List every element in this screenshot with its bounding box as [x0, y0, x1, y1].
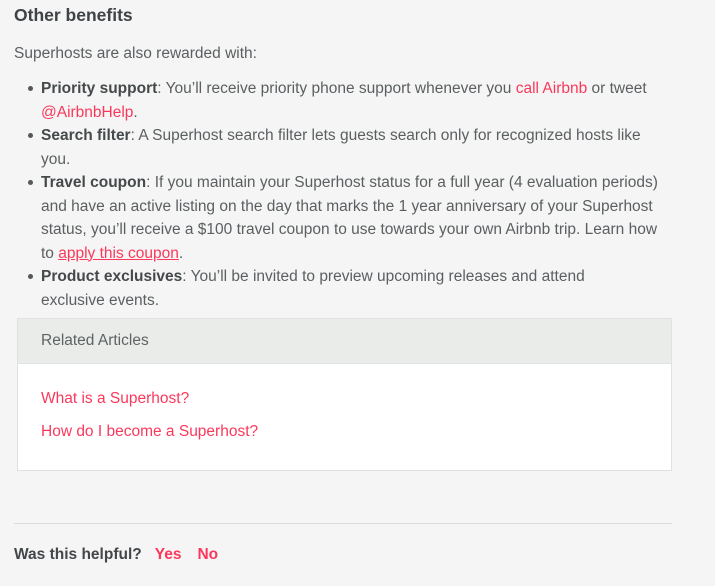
benefit-text: . [178, 244, 184, 262]
related-link-how-do-i-become-a-superhost[interactable]: How do I become a Superhost? [41, 423, 259, 440]
bullet-icon [28, 86, 33, 91]
benefit-item-search-filter [41, 124, 672, 171]
bullet-icon [28, 180, 33, 185]
feedback-row [14, 545, 672, 564]
related-articles-panel [17, 318, 672, 471]
benefit-item-priority-support [41, 77, 653, 124]
benefits-list [14, 77, 672, 312]
benefit-label: Travel coupon [41, 174, 147, 191]
benefit-label: Search filter [41, 127, 131, 144]
benefit-text: or tweet [587, 80, 647, 97]
intro-text: Superhosts are also rewarded with: [14, 45, 257, 62]
benefit-text: : You’ll be invited to preview upcoming releases and attend exclusive events. [41, 268, 585, 309]
call-airbnb-link[interactable]: call Airbnb [515, 80, 588, 97]
airbnbhelp-twitter-link[interactable]: @AirbnbHelp [41, 103, 134, 121]
feedback-yes-button[interactable]: Yes [154, 546, 182, 563]
section-heading: Other benefits [14, 5, 133, 25]
apply-coupon-link[interactable]: apply this coupon [58, 244, 179, 262]
benefit-text: : If you maintain your Superhost status for a full year (4 evaluation periods) and have an active listing on the day that marks the 1 year anniversary of your Superhost status, you’ll receive a $100 travel coupon to use towards your own Airbnb trip. Learn how to [41, 174, 658, 262]
related-articles-body [18, 364, 671, 470]
bullet-icon [28, 274, 33, 279]
feedback-no-button[interactable]: No [197, 546, 219, 563]
divider [14, 523, 672, 524]
benefit-text: . [133, 103, 138, 121]
benefit-item-product-exclusives [41, 265, 641, 312]
benefit-text: : You’ll receive priority phone support whenever you [157, 80, 516, 97]
related-articles-header: Related Articles [18, 319, 671, 364]
benefit-item-travel-coupon [41, 171, 669, 265]
bullet-icon [28, 133, 33, 138]
feedback-question: Was this helpful? [14, 546, 142, 563]
benefit-text: : A Superhost search filter lets guests search only for recognized hosts like you. [41, 127, 641, 168]
benefit-label: Priority support [41, 80, 158, 97]
related-link-what-is-a-superhost[interactable]: What is a Superhost? [41, 390, 190, 407]
benefit-label: Product exclusives [41, 268, 183, 285]
